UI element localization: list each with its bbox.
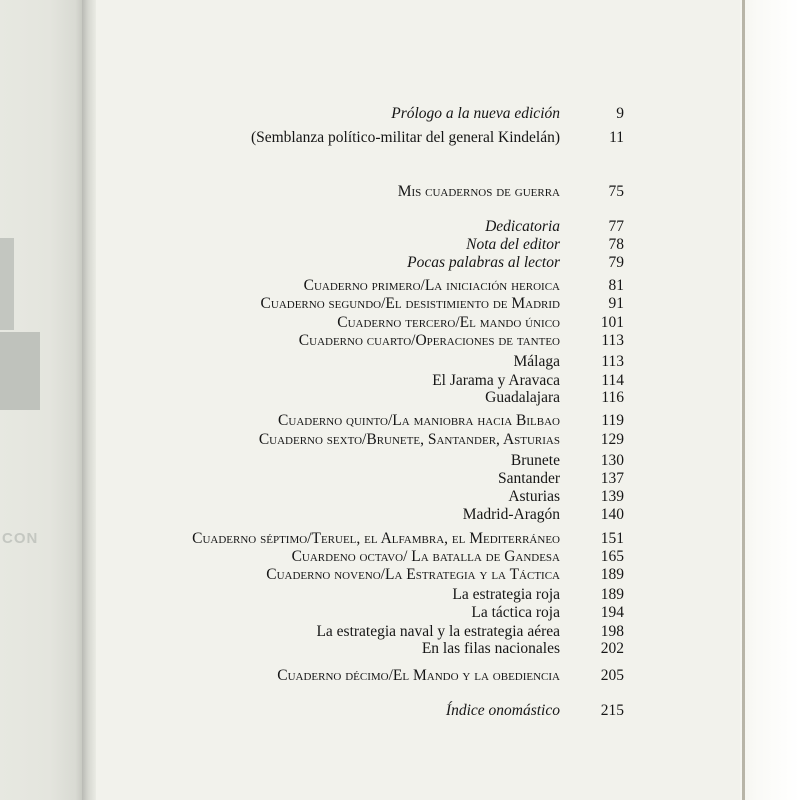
toc-entry [96, 639, 740, 659]
toc-entry-title: Guadalajara [485, 389, 560, 406]
toc-entry [96, 331, 740, 351]
toc-entry-title: Cuaderno segundo/El desistimiento de Madrid [260, 295, 560, 312]
toc-entry-title: Madrid-Aragón [462, 506, 560, 523]
toc-entry-page: 137 [600, 470, 624, 487]
toc-entry-title: (Semblanza político-militar del general Kindelán) [250, 129, 560, 146]
toc-entry-page: 11 [609, 129, 624, 146]
toc-entry-title: Nota del editor [466, 236, 560, 253]
toc-entry-page: 75 [608, 183, 624, 200]
toc-entry-page: 91 [608, 295, 624, 312]
toc-entry-title: La estrategia naval y la estrategia aérea [316, 623, 560, 640]
toc-entry-title: Cuaderno primero/La iniciación heroica [303, 277, 560, 294]
toc-entry [96, 253, 740, 273]
toc-entry-title: Cuardeno octavo/ La batalla de Gandesa [291, 548, 560, 565]
page-edge-line [742, 0, 745, 800]
toc-entry-title: Cuaderno décimo/El Mando y la obediencia [277, 667, 560, 684]
toc-entry-title: Dedicatoria [485, 218, 560, 235]
toc-entry [96, 235, 740, 255]
toc-entry-title: Mis cuadernos de guerra [397, 183, 560, 200]
toc-entry [96, 104, 740, 124]
toc-entry-page: 113 [601, 332, 624, 349]
page-edge [740, 0, 800, 800]
toc-entry-page: 140 [600, 506, 624, 523]
toc-entry [96, 529, 740, 549]
toc-entry [96, 469, 740, 489]
toc-entry-title: Santander [498, 470, 560, 487]
toc-entry-page: 77 [608, 218, 624, 235]
toc-entry-page: 116 [601, 389, 624, 406]
toc-entry-page: 81 [608, 277, 624, 294]
toc-entry-page: 198 [600, 623, 624, 640]
toc-entry-page: 101 [600, 314, 624, 331]
toc-entry [96, 294, 740, 314]
toc-entry-title: En las filas nacionales [421, 640, 560, 657]
toc-entry-title: Cuaderno sexto/Brunete, Santander, Asturias [258, 431, 560, 448]
toc-entry-page: 165 [600, 548, 624, 565]
toc-entry [96, 388, 740, 408]
toc-entry [96, 505, 740, 525]
toc-entry-title: La estrategia roja [452, 586, 560, 603]
toc-entry [96, 565, 740, 585]
toc-entry-title: Cuaderno cuarto/Operaciones de tanteo [298, 332, 560, 349]
facing-page-bleed-glyph [0, 238, 14, 330]
toc-entry [96, 352, 740, 372]
toc-entry-page: 129 [600, 431, 624, 448]
toc-entry-page: 194 [600, 604, 624, 621]
toc-entry-page: 151 [600, 530, 624, 547]
toc-entry [96, 430, 740, 450]
toc-entry-page: 114 [601, 372, 624, 389]
toc-entry-page: 189 [600, 566, 624, 583]
toc-entry-title: La táctica roja [471, 604, 560, 621]
toc-entry-title: Cuaderno tercero/El mando único [337, 314, 560, 331]
toc-entry-page: 119 [601, 412, 624, 429]
toc-entry [96, 585, 740, 605]
toc-entry-page: 79 [608, 254, 624, 271]
toc-entry-page: 130 [600, 452, 624, 469]
toc-entry-title: Brunete [510, 452, 560, 469]
facing-page [0, 0, 82, 800]
facing-page-bleed-glyph [0, 332, 40, 410]
toc-entry [96, 451, 740, 471]
toc-entry [96, 182, 740, 202]
toc-entry-page: 189 [600, 586, 624, 603]
toc-entry-page: 113 [601, 353, 624, 370]
book-gutter [82, 0, 96, 800]
toc-entry-page: 9 [616, 105, 624, 122]
toc-entry-title: Asturias [508, 488, 560, 505]
toc-entry-page: 205 [600, 667, 624, 684]
toc-entry-title: Cuaderno quinto/La maniobra hacia Bilbao [278, 412, 560, 429]
toc-entry [96, 276, 740, 296]
toc-entry [96, 313, 740, 333]
toc-entry-page: 139 [600, 488, 624, 505]
toc-entry-title: Cuaderno séptimo/Teruel, el Alfambra, el Mediterráneo [192, 530, 560, 547]
toc-entry [96, 217, 740, 237]
toc-entry [96, 487, 740, 507]
toc-entry-title: Cuaderno noveno/La Estrategia y la Táctica [266, 566, 560, 583]
toc-entry-page: 215 [600, 702, 624, 719]
toc-entry-title: Pocas palabras al lector [407, 254, 560, 271]
toc-entry [96, 128, 740, 148]
toc-entry [96, 547, 740, 567]
toc-entry-title: El Jarama y Aravaca [432, 372, 560, 389]
toc-entry-title: Prólogo a la nueva edición [391, 105, 560, 122]
toc-entry-title: Índice onomástico [445, 702, 560, 719]
toc-entry [96, 411, 740, 431]
facing-page-bleed-text: CON [2, 530, 39, 547]
toc-entry [96, 701, 740, 721]
toc-entry-title: Málaga [513, 353, 560, 370]
toc-entry-page: 202 [600, 640, 624, 657]
toc-entry-page: 78 [608, 236, 624, 253]
toc-entry [96, 666, 740, 686]
toc-entry [96, 603, 740, 623]
